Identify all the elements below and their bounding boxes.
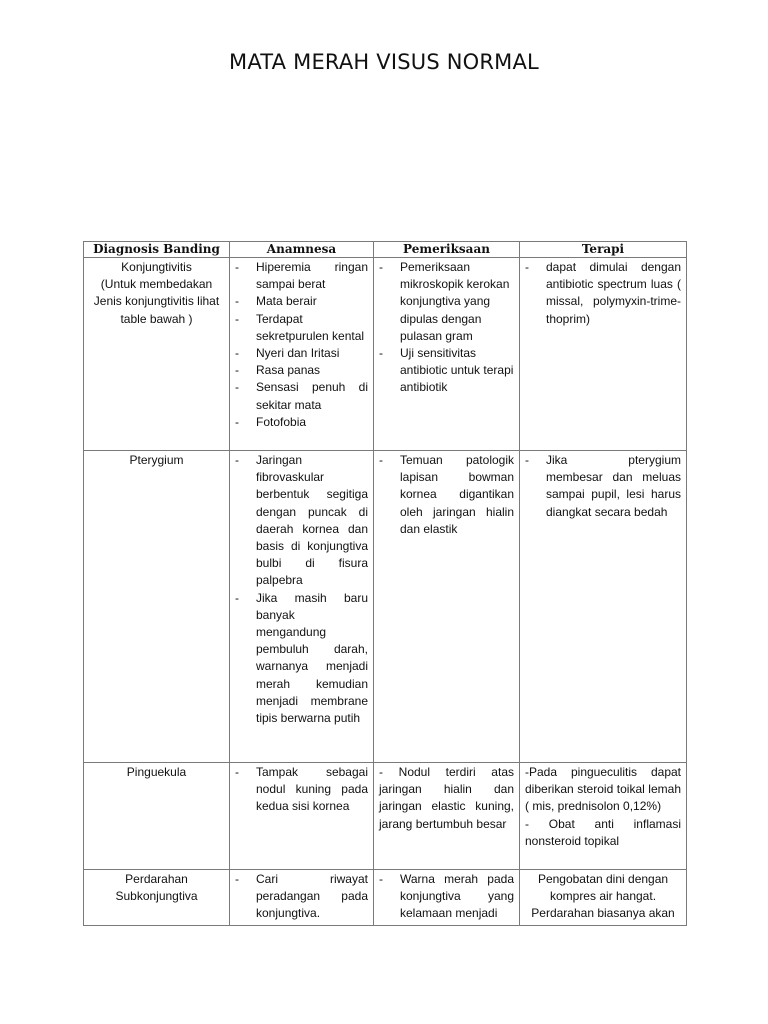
list-item: - Jika masih baru banyak mengandung pembuluh darah, warnanya menjadi merah kemudian menjadi membrane tipis berwarna putih bbox=[235, 590, 368, 728]
table-row bbox=[84, 763, 687, 870]
cell-anamnesa bbox=[230, 763, 374, 870]
terapi-line: -Pada pingueculitis dapat diberikan steroid toikal lemah ( mis, prednisolon 0,12%) bbox=[525, 765, 681, 814]
list-item: - Jika pterygium membesar dan meluas sampai pupil, lesi harus diangkat secara bedah bbox=[525, 452, 681, 521]
list-item: - dapat dimulai dengan antibiotic spectrum luas ( missal, polymyxin-trime-thoprim) bbox=[525, 259, 681, 328]
list-item: - Fotofobia bbox=[235, 414, 368, 431]
terapi-text: Pengobatan dini dengan kompres air hangat. Perdarahan biasanya akan bbox=[531, 872, 675, 921]
diagnosis-konjungtivitis: Konjungtivitis (Untuk membedakan Jenis konjungtivitis lihat table bawah ) bbox=[93, 260, 220, 326]
cell-anamnesa bbox=[230, 258, 374, 451]
cell-terapi bbox=[520, 763, 687, 870]
cell-terapi bbox=[520, 258, 687, 451]
cell-terapi bbox=[520, 870, 687, 926]
cell-diagnosis bbox=[84, 763, 230, 870]
table-header-row bbox=[84, 242, 687, 258]
cell-anamnesa bbox=[230, 451, 374, 763]
document-title: MATA MERAH VISUS NORMAL bbox=[229, 50, 539, 74]
cell-anamnesa bbox=[230, 870, 374, 926]
list-item: - Nyeri dan Iritasi bbox=[235, 345, 368, 362]
list-item: - Mata berair bbox=[235, 293, 368, 310]
list-item: - Sensasi penuh di sekitar mata bbox=[235, 379, 368, 413]
cell-diagnosis bbox=[84, 258, 230, 451]
cell-pemeriksaan bbox=[374, 258, 520, 451]
list-item: - Jaringan fibrovaskular berbentuk segitiga dengan puncak di daerah kornea dan basis di konjungtiva bulbi di fisura palpebra bbox=[235, 452, 368, 590]
cell-pemeriksaan bbox=[374, 763, 520, 870]
header-terapi: Terapi bbox=[520, 242, 687, 258]
cell-diagnosis bbox=[84, 870, 230, 926]
diagnosis-pterygium: Pterygium bbox=[129, 453, 184, 467]
cell-pemeriksaan bbox=[374, 451, 520, 763]
table-row bbox=[84, 870, 687, 926]
cell-terapi bbox=[520, 451, 687, 763]
list-item: - Temuan patologik lapisan bowman kornea digantikan oleh jaringan hialin dan elastik bbox=[379, 452, 514, 538]
list-item: - Tampak sebagai nodul kuning pada kedua sisi kornea bbox=[235, 764, 368, 816]
header-pemeriksaan: Pemeriksaan bbox=[374, 242, 520, 258]
header-diagnosis-banding: Diagnosis Banding bbox=[84, 242, 230, 258]
table-row bbox=[84, 258, 687, 451]
pemeriksaan-text: - Nodul terdiri atas jaringan hialin dan jaringan elastic kuning, jarang bertumbuh besar bbox=[379, 765, 514, 831]
cell-diagnosis bbox=[84, 451, 230, 763]
diagnosis-pinguekula: Pinguekula bbox=[126, 765, 187, 779]
differential-diagnosis-table bbox=[83, 241, 687, 926]
list-item: - Warna merah pada konjungtiva yang kelamaan menjadi bbox=[379, 871, 514, 923]
table-row bbox=[84, 451, 687, 763]
cell-pemeriksaan bbox=[374, 870, 520, 926]
terapi-line: - Obat anti inflamasi nonsteroid topikal bbox=[525, 816, 681, 848]
diagnosis-perdarahan-subkonjungtiva: Perdarahan Subkonjungtiva bbox=[115, 872, 198, 904]
list-item: - Uji sensitivitas antibiotic untuk terapi antibiotik bbox=[379, 345, 514, 397]
list-item: - Terdapat sekretpurulen kental bbox=[235, 311, 368, 345]
list-item: - Pemeriksaan mikroskopik kerokan konjungtiva yang dipulas dengan pulasan gram bbox=[379, 259, 514, 345]
list-item: - Hiperemia ringan sampai berat bbox=[235, 259, 368, 293]
header-anamnesa: Anamnesa bbox=[230, 242, 374, 258]
list-item: - Cari riwayat peradangan pada konjungtiva. bbox=[235, 871, 368, 923]
list-item: - Rasa panas bbox=[235, 362, 368, 379]
